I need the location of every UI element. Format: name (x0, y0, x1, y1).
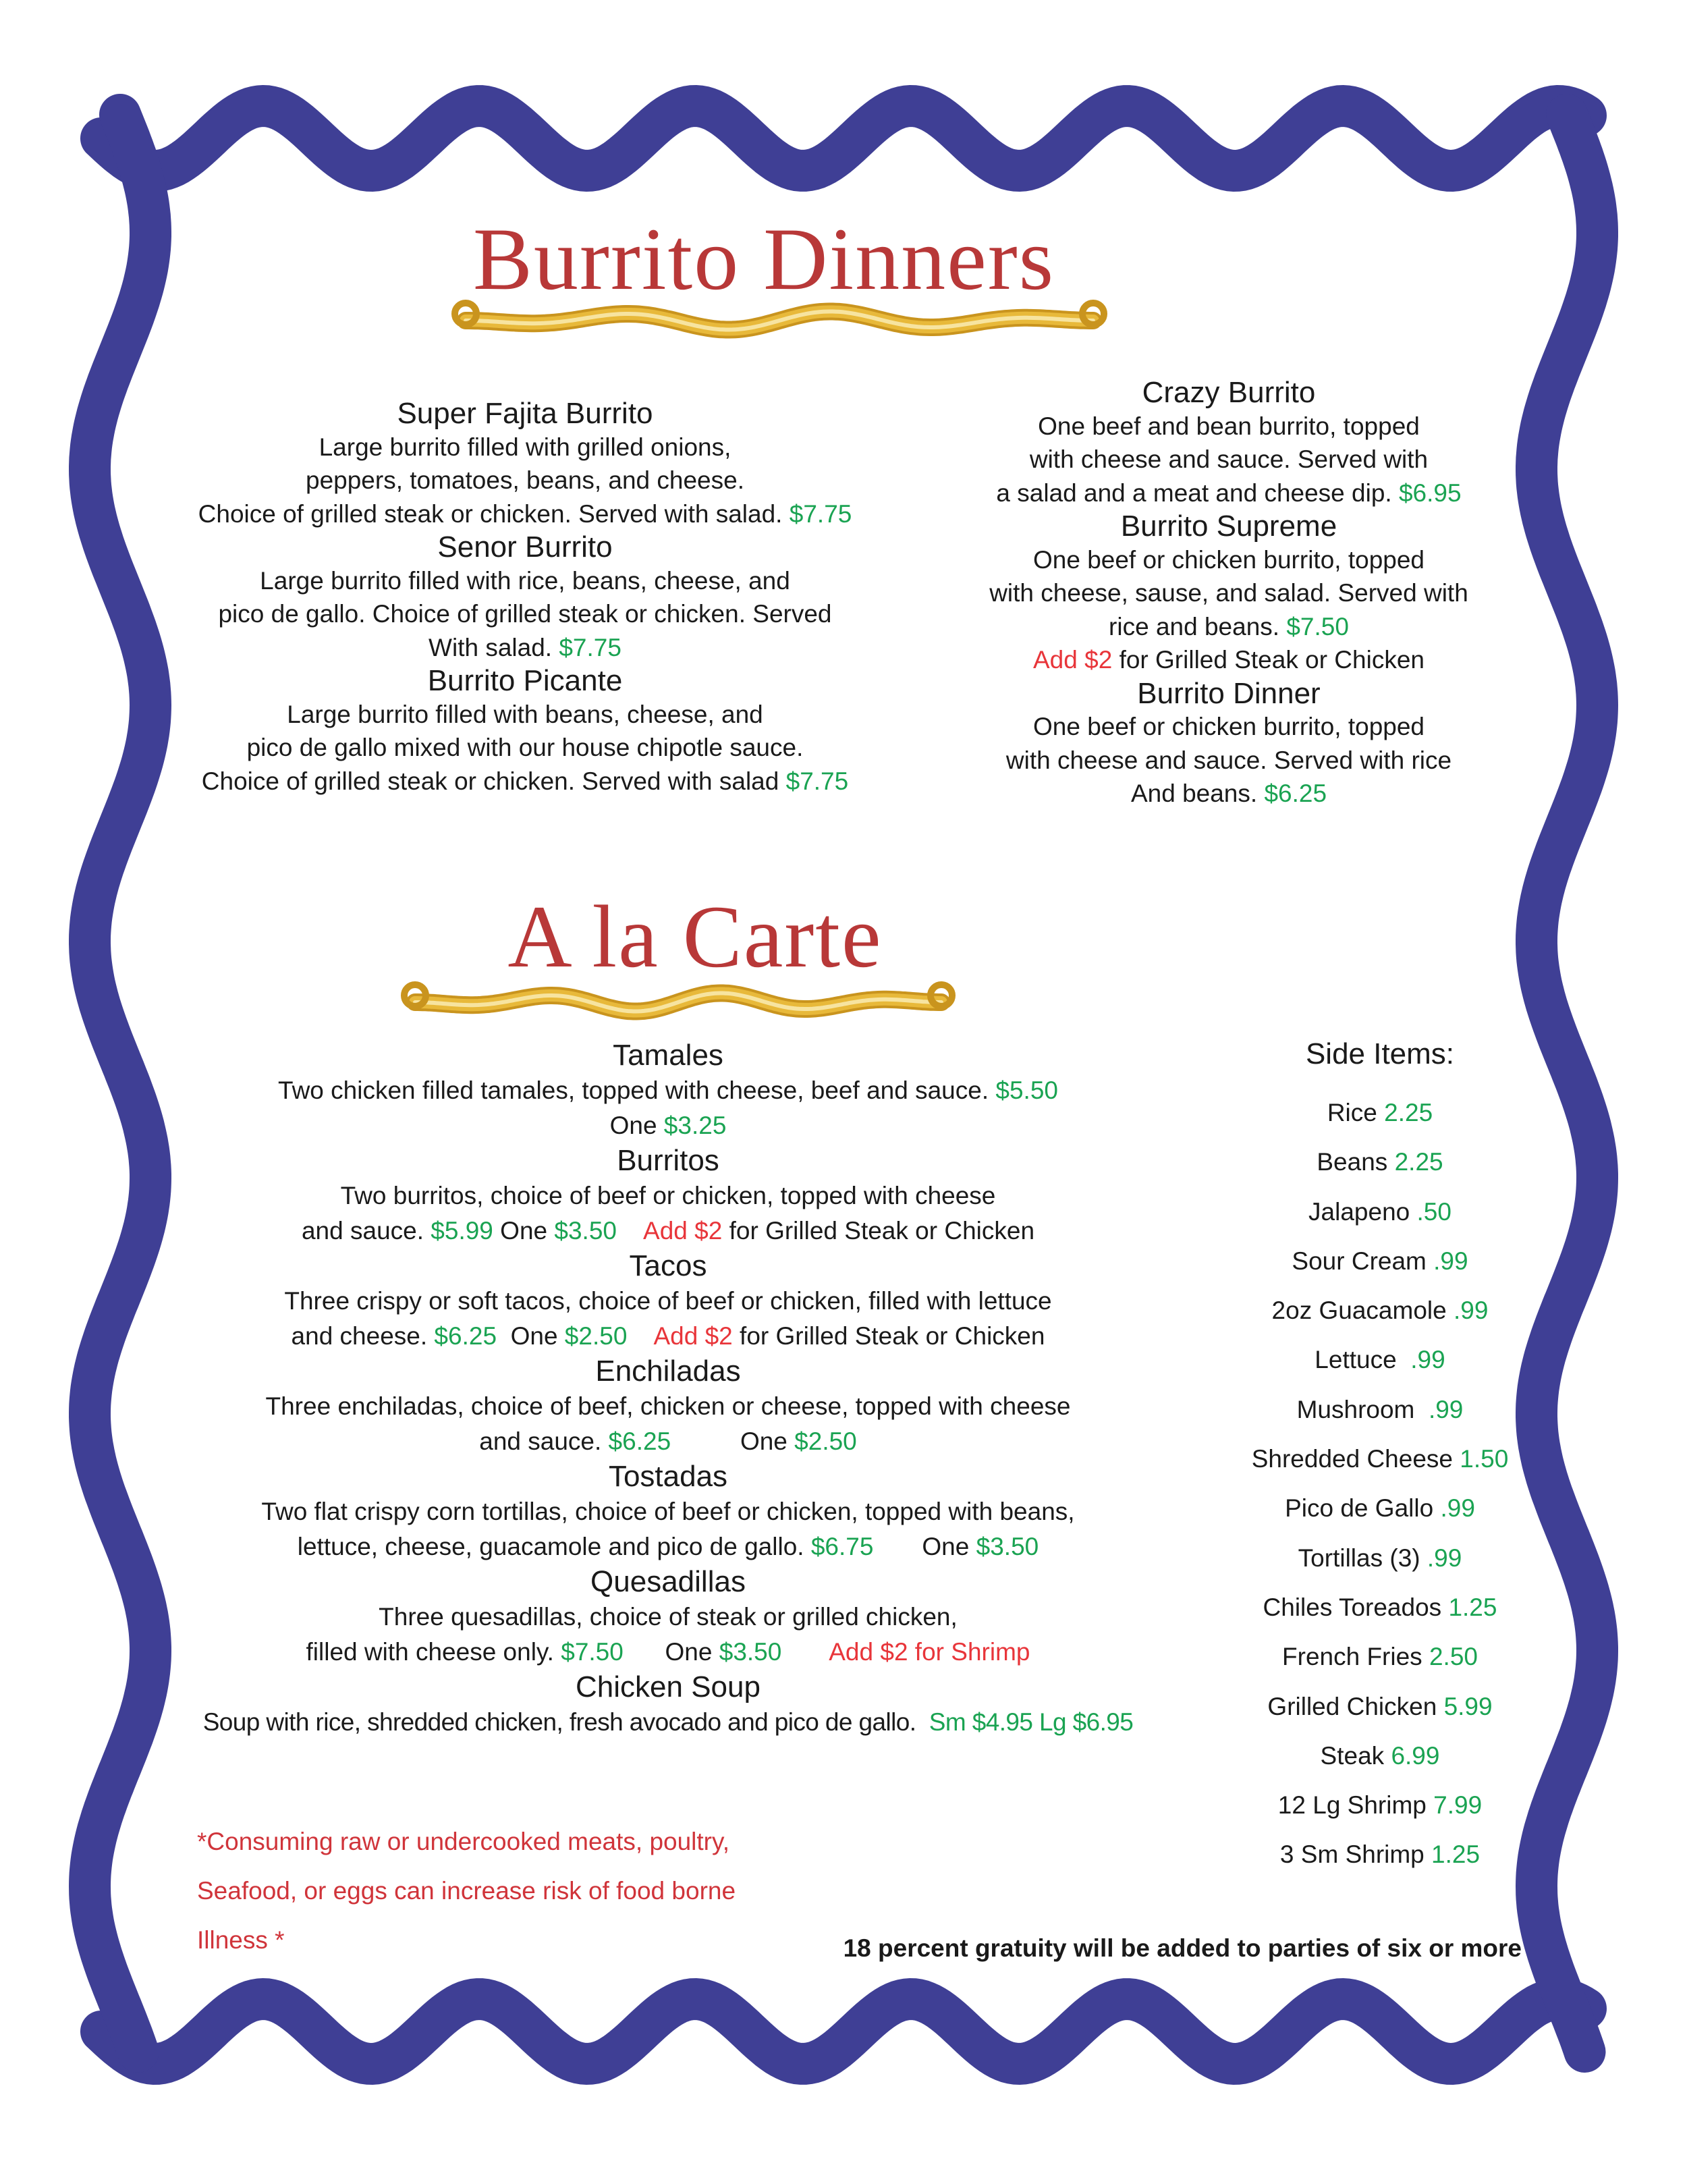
side-item-name: 12 Lg Shrimp (1277, 1791, 1434, 1820)
menu-item-description (203, 1108, 1134, 1143)
side-item-name: Chiles Toreados (1263, 1593, 1449, 1621)
text: One beef or chicken burrito, topped (1032, 713, 1425, 740)
side-item (1252, 1830, 1509, 1879)
text: Chicken Soup (576, 1670, 760, 1703)
burrito-dinners-title: Burrito Dinners (472, 209, 1055, 308)
menu-item-description (203, 1319, 1134, 1354)
menu-item-description (989, 643, 1468, 677)
side-item (1252, 1385, 1509, 1434)
add-on-note: Add $2 for Shrimp (829, 1638, 1030, 1666)
side-item-name: Lettuce (1315, 1346, 1411, 1374)
food-warning (197, 1817, 736, 1965)
text: With salad. (428, 633, 559, 661)
side-item-name: Steak (1320, 1741, 1391, 1770)
menu-item-description (203, 1705, 1134, 1740)
menu-item-name (989, 510, 1468, 543)
text: Soup with rice, shredded chicken, fresh avocado and pico de gallo. (202, 1708, 929, 1736)
menu-item-description (203, 1178, 1134, 1213)
text: with cheese and sauce. Served with (1029, 445, 1429, 473)
menu-item-description (989, 576, 1468, 610)
warning-line: Seafood, or eggs can increase risk of food borne (197, 1877, 736, 1905)
side-item-price: 2.25 (1384, 1099, 1433, 1126)
text: One (497, 1322, 565, 1350)
price: Sm $4.95 Lg $6.95 (929, 1708, 1134, 1736)
text: Tamales (613, 1039, 723, 1072)
text: with cheese, sause, and salad. Served with (989, 579, 1468, 607)
menu-item-description (203, 1600, 1134, 1635)
warning-line: Illness * (197, 1926, 285, 1954)
side-item-name: Tortillas (3) (1298, 1544, 1427, 1572)
side-item-price: 1.50 (1460, 1445, 1509, 1473)
menu-item-description (203, 1213, 1134, 1249)
text: One (623, 1638, 719, 1666)
side-item (1252, 1088, 1509, 1137)
border-wave (101, 1999, 1586, 2064)
side-item-name: Shredded Cheese (1251, 1445, 1460, 1473)
text: rice and beans. (1109, 612, 1287, 640)
menu-item-name (989, 376, 1468, 410)
text: Burrito Picante (427, 664, 623, 697)
menu-item-description (203, 1424, 1134, 1459)
text: Choice of grilled steak or chicken. Served with salad (201, 767, 786, 795)
menu-item-description (198, 765, 852, 798)
text: a salad and a meat and cheese dip. (996, 479, 1399, 507)
menu-item-name (989, 677, 1468, 711)
scroll-ornament-icon (445, 290, 1113, 351)
text: Two chicken filled tamales, topped with cheese, beef and sauce. (278, 1076, 996, 1104)
text: Large burrito filled with beans, cheese, and (287, 700, 763, 728)
menu-item-description (203, 1073, 1134, 1108)
menu-item-description (203, 1635, 1134, 1670)
text: and sauce. (479, 1427, 609, 1455)
text: pico de gallo mixed with our house chipotle sauce. (246, 734, 804, 761)
menu-item-name (203, 1354, 1134, 1389)
menu-item-name (203, 1143, 1134, 1178)
side-item (1252, 1335, 1509, 1384)
menu-item-name (203, 1670, 1134, 1705)
side-item-name: Sour Cream (1292, 1247, 1434, 1275)
side-item-price: 1.25 (1431, 1840, 1481, 1869)
text: Crazy Burrito (1142, 376, 1316, 409)
text: One (671, 1427, 795, 1455)
menu-item-description (198, 464, 852, 497)
side-item (1252, 1187, 1509, 1236)
price: $7.75 (785, 767, 849, 795)
side-item-price: 6.99 (1391, 1741, 1440, 1770)
border-wave (90, 115, 150, 2052)
menu-item-description (198, 731, 852, 765)
side-item-price: .99 (1427, 1544, 1462, 1572)
price: $3.50 (719, 1638, 782, 1666)
price: $2.50 (564, 1322, 628, 1350)
side-item (1252, 1286, 1509, 1335)
side-item (1252, 1731, 1509, 1780)
price: $5.99 (431, 1217, 493, 1245)
menu-item-description (989, 710, 1468, 744)
menu-item-description (198, 431, 852, 464)
side-items-list (1252, 1034, 1509, 1880)
price: $7.75 (559, 633, 621, 661)
side-item-price: 2.50 (1429, 1643, 1478, 1671)
menu-item-description (203, 1284, 1134, 1319)
add-on-note: Add $2 (653, 1322, 733, 1350)
text: Large burrito filled with grilled onions, (319, 433, 731, 461)
price: $6.75 (810, 1533, 874, 1560)
text: One (873, 1533, 976, 1560)
add-on-note: Add $2 (643, 1217, 723, 1245)
price: $6.25 (1264, 780, 1327, 807)
text: for Grilled Steak or Chicken (732, 1322, 1045, 1350)
text: Super Fajita Burrito (397, 397, 653, 430)
side-item (1252, 1780, 1509, 1830)
a-la-carte-title: A la Carte (507, 887, 883, 986)
side-item-name: 3 Sm Shrimp (1279, 1840, 1432, 1869)
side-item-price: 2.25 (1394, 1148, 1443, 1176)
side-item-name: Beans (1317, 1148, 1395, 1176)
gratuity-note: 18 percent gratuity will be added to parties of six or more (843, 1934, 1522, 1962)
menu-item-description (198, 564, 852, 598)
side-item-price: .50 (1416, 1197, 1451, 1226)
menu-item-description (989, 476, 1468, 510)
text: with cheese and sauce. Served with rice (1005, 746, 1452, 774)
menu-item-name (203, 1038, 1134, 1073)
text: Senor Burrito (437, 530, 613, 564)
side-item (1252, 1682, 1509, 1731)
text: One (493, 1217, 555, 1245)
text: and sauce. (301, 1217, 431, 1245)
menu-item-name (203, 1459, 1134, 1494)
side-item-name: Mushroom (1296, 1395, 1429, 1423)
price: $6.95 (1398, 479, 1462, 507)
menu-item-description (989, 443, 1468, 476)
menu-item-description (198, 631, 852, 665)
side-item (1252, 1137, 1509, 1186)
text (627, 1322, 653, 1350)
menu-item-description (989, 410, 1468, 443)
text: for Grilled Steak or Chicken (1112, 646, 1425, 674)
menu-item-description (989, 744, 1468, 777)
scroll-ornament-icon (395, 972, 962, 1033)
side-item (1252, 1434, 1509, 1483)
price: $6.25 (608, 1427, 671, 1455)
text: Tacos (629, 1249, 707, 1282)
warning-line: *Consuming raw or undercooked meats, poultry, (197, 1828, 730, 1855)
side-item-price: .99 (1440, 1494, 1475, 1523)
text: for Grilled Steak or Chicken (722, 1217, 1035, 1245)
text: Two flat crispy corn tortillas, choice of beef or chicken, topped with beans, (261, 1498, 1075, 1525)
side-item (1252, 1236, 1509, 1286)
side-item (1252, 1483, 1509, 1533)
menu-item-name (198, 664, 852, 698)
side-item (1252, 1533, 1509, 1583)
menu-item-description (203, 1494, 1134, 1529)
price: $3.25 (663, 1112, 727, 1139)
text: Three quesadillas, choice of steak or grilled chicken, (379, 1603, 958, 1631)
add-on-note: Add $2 (1033, 646, 1113, 674)
menu-item-description (198, 698, 852, 732)
side-item-price: .99 (1410, 1346, 1445, 1374)
menu-item-description (198, 597, 852, 631)
side-item-price: 1.25 (1448, 1593, 1497, 1621)
text: Burrito Supreme (1120, 510, 1337, 543)
text (781, 1638, 829, 1666)
menu-item-name (203, 1249, 1134, 1284)
side-item-price: 5.99 (1443, 1692, 1493, 1720)
side-item-price: 7.99 (1433, 1791, 1483, 1820)
side-item-name: French Fries (1282, 1643, 1429, 1671)
side-item-price: .99 (1428, 1395, 1464, 1423)
text: Choice of grilled steak or chicken. Served with salad. (198, 499, 790, 528)
price: $2.50 (794, 1427, 857, 1455)
text: Tostadas (608, 1460, 728, 1493)
menu-item-description (203, 1529, 1134, 1564)
text: Burrito Dinner (1137, 676, 1321, 710)
side-item-price: .99 (1453, 1296, 1489, 1325)
burrito-right-column (989, 376, 1468, 811)
price: $7.50 (1286, 612, 1349, 640)
side-item-price: .99 (1433, 1247, 1468, 1275)
border-wave (1537, 115, 1597, 2052)
price: $7.75 (789, 499, 852, 528)
price: $7.50 (561, 1638, 624, 1666)
text: filled with cheese only. (306, 1638, 561, 1666)
menu-item-description (203, 1389, 1134, 1424)
text: Burritos (617, 1144, 719, 1177)
burrito-left-column (198, 397, 852, 798)
price: $3.50 (554, 1217, 617, 1245)
side-item-name: Jalapeno (1308, 1197, 1417, 1226)
text (617, 1217, 643, 1245)
side-item-name: Pico de Gallo (1285, 1494, 1441, 1523)
price: $5.50 (995, 1076, 1058, 1104)
menu-item-description (198, 497, 852, 531)
menu-item-description (989, 543, 1468, 577)
price: $3.50 (976, 1533, 1039, 1560)
menu-item-description (989, 610, 1468, 644)
border-wave (101, 106, 1586, 171)
text: And beans. (1130, 780, 1265, 807)
text: Three crispy or soft tacos, choice of beef or chicken, filled with lettuce (284, 1287, 1052, 1315)
side-item-name: Rice (1327, 1099, 1385, 1126)
text: Quesadillas (590, 1565, 746, 1598)
text: lettuce, cheese, guacamole and pico de gallo. (297, 1533, 811, 1560)
a-la-carte-list (203, 1038, 1134, 1740)
text: Three enchiladas, choice of beef, chicken or cheese, topped with cheese (265, 1392, 1071, 1420)
text: One beef and bean burrito, topped (1038, 412, 1420, 440)
price: $6.25 (434, 1322, 497, 1350)
menu-item-name (198, 397, 852, 431)
side-item (1252, 1583, 1509, 1632)
side-items-heading: Side Items: (1305, 1037, 1455, 1070)
text: Two burritos, choice of beef or chicken, topped with cheese (340, 1182, 996, 1209)
text: One beef or chicken burrito, topped (1032, 545, 1425, 574)
menu-item-description (989, 777, 1468, 811)
text: Large burrito filled with rice, beans, cheese, and (260, 566, 790, 595)
side-item-name: Grilled Chicken (1267, 1692, 1444, 1720)
side-item-name: 2oz Guacamole (1271, 1296, 1454, 1325)
text: Enchiladas (595, 1355, 741, 1388)
text: pico de gallo. Choice of grilled steak or chicken. Served (218, 600, 832, 628)
text: One (609, 1112, 664, 1139)
text: peppers, tomatoes, beans, and cheese. (305, 466, 744, 494)
menu-item-name (203, 1564, 1134, 1600)
side-item (1252, 1632, 1509, 1681)
text: and cheese. (291, 1322, 435, 1350)
menu-item-name (198, 530, 852, 564)
